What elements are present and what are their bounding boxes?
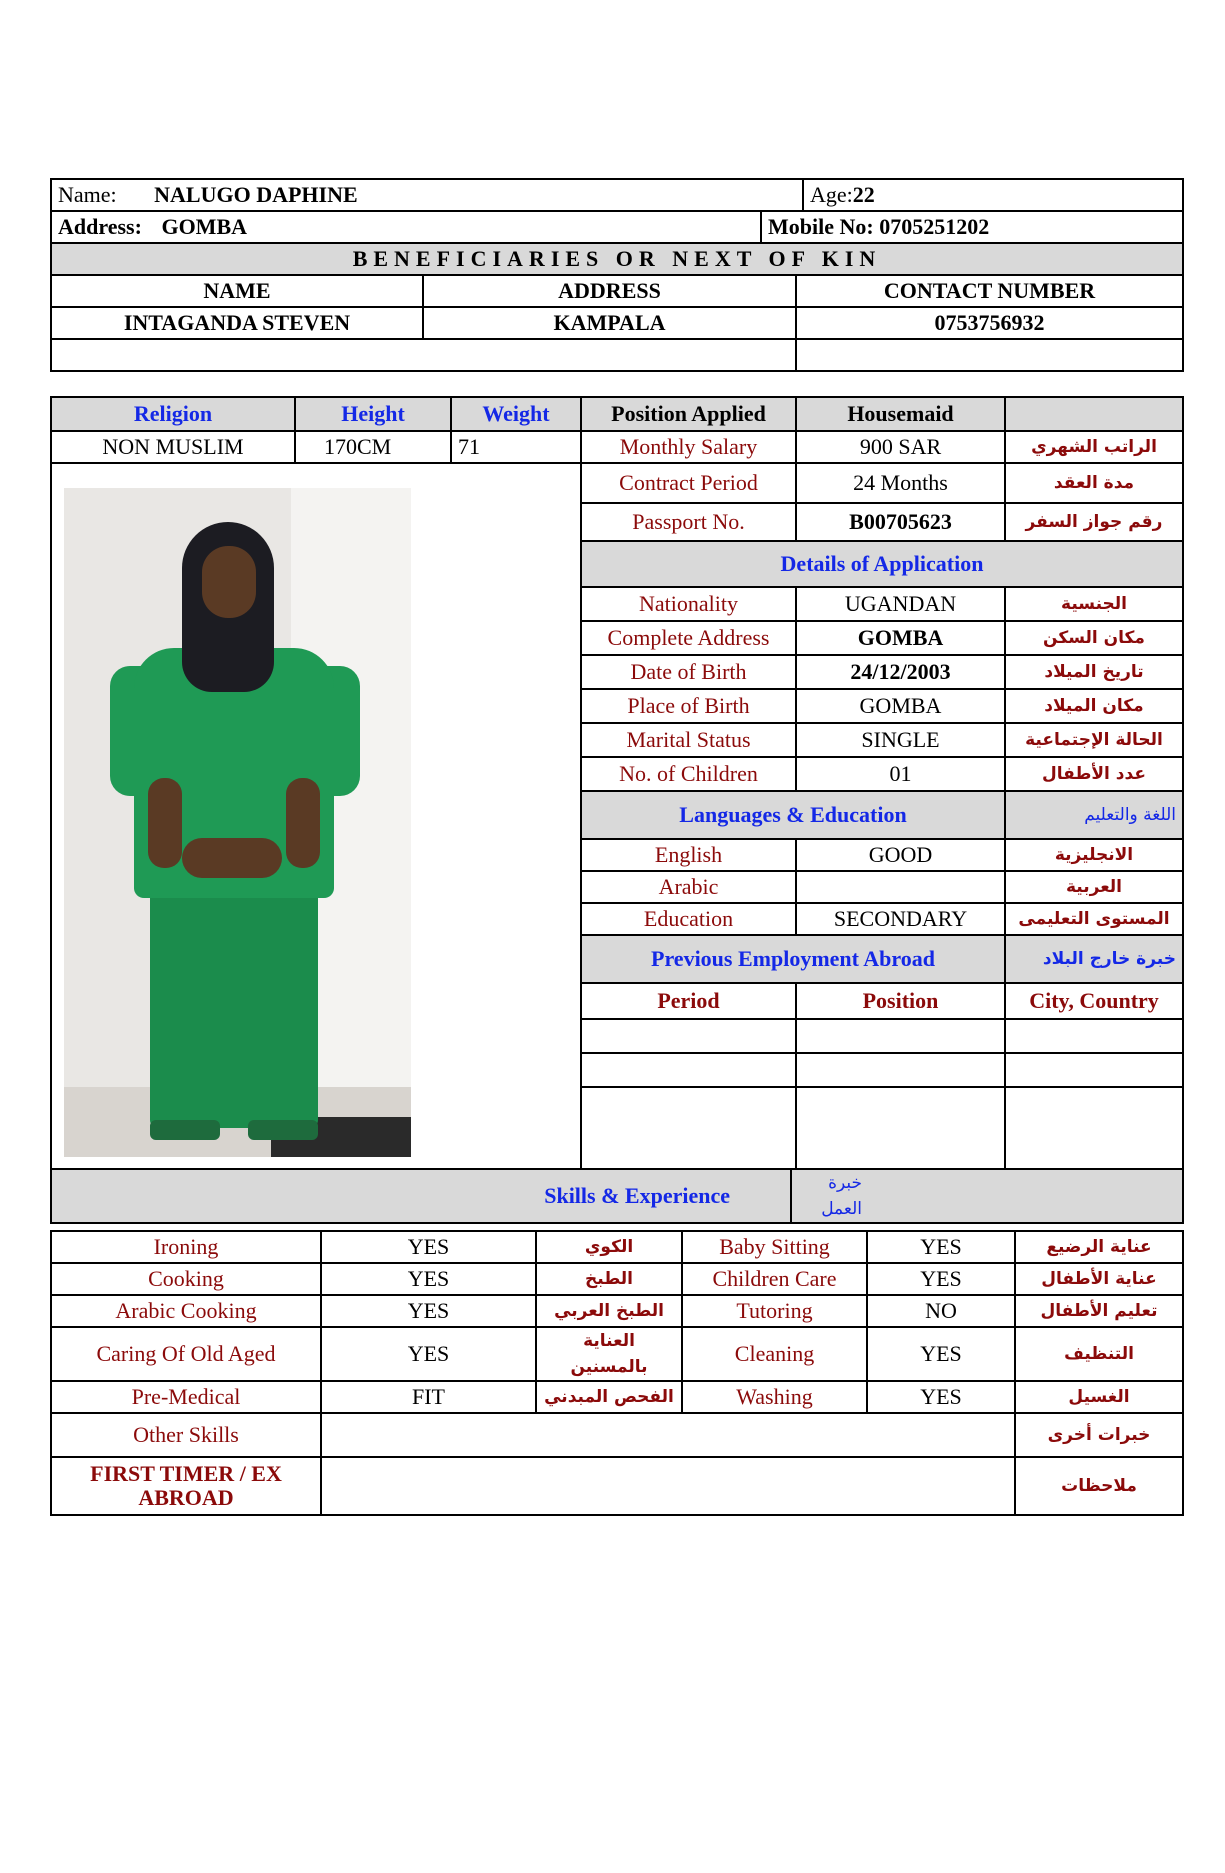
main-table bbox=[50, 396, 1184, 1170]
contract-ar: مدة العقد bbox=[1005, 463, 1183, 503]
complete-address-label: Complete Address bbox=[581, 621, 796, 655]
skill-premedical-ar: الفحص المبدني bbox=[536, 1381, 682, 1413]
nationality-value: UGANDAN bbox=[796, 587, 1005, 621]
kin-empty-left bbox=[51, 339, 796, 371]
applicant-photo bbox=[64, 488, 411, 1157]
skill-childcare-ar: عناية الأطفال bbox=[1015, 1263, 1183, 1295]
kin-contact: 0753756932 bbox=[796, 307, 1183, 339]
skill-old-aged-ar: العناية بالمسنين bbox=[536, 1327, 682, 1381]
address-table bbox=[50, 210, 1184, 244]
skill-ironing-value: YES bbox=[321, 1231, 536, 1263]
weight-label: Weight bbox=[451, 397, 581, 431]
applicant-age: 22 bbox=[852, 182, 875, 207]
skills-title: Skills & Experience bbox=[51, 1169, 791, 1223]
skill-babysitting-label: Baby Sitting bbox=[682, 1231, 867, 1263]
kin-title: BENEFICIARIES OR NEXT OF KIN bbox=[51, 243, 1183, 275]
skill-arabic-cooking-ar: الطبخ العربي bbox=[536, 1295, 682, 1327]
header-table bbox=[50, 178, 1184, 212]
kin-address: KAMPALA bbox=[423, 307, 796, 339]
applicant-address: GOMBA bbox=[161, 214, 248, 239]
education-value: SECONDARY bbox=[796, 903, 1005, 935]
other-skills-ar: خبرات أخرى bbox=[1015, 1413, 1183, 1457]
employment-row bbox=[581, 1087, 796, 1169]
english-value: GOOD bbox=[796, 839, 1005, 871]
position-value: Housemaid bbox=[796, 397, 1005, 431]
other-skills-label: Other Skills bbox=[51, 1413, 321, 1457]
skill-old-aged-value: YES bbox=[321, 1327, 536, 1381]
skill-tutoring-label: Tutoring bbox=[682, 1295, 867, 1327]
pob-label: Place of Birth bbox=[581, 689, 796, 723]
skill-cooking-label: Cooking bbox=[51, 1263, 321, 1295]
languages-title: Languages & Education bbox=[581, 791, 1005, 839]
kin-col-name: NAME bbox=[51, 275, 423, 307]
contract-label: Contract Period bbox=[581, 463, 796, 503]
mobile-cell: Mobile No: 0705251202 bbox=[761, 211, 1183, 243]
address-row: Address: GOMBA bbox=[51, 211, 761, 243]
marital-label: Marital Status bbox=[581, 723, 796, 757]
skill-arabic-cooking-label: Arabic Cooking bbox=[51, 1295, 321, 1327]
contract-value: 24 Months bbox=[796, 463, 1005, 503]
kin-table bbox=[50, 242, 1184, 372]
height-label: Height bbox=[295, 397, 451, 431]
dob-ar: تاريخ الميلاد bbox=[1005, 655, 1183, 689]
arabic-label: Arabic bbox=[581, 871, 796, 903]
complete-address-ar: مكان السكن bbox=[1005, 621, 1183, 655]
employment-col-period: Period bbox=[581, 983, 796, 1019]
skill-ironing-ar: الكوي bbox=[536, 1231, 682, 1263]
children-ar: عدد الأطفال bbox=[1005, 757, 1183, 791]
remark-ar: ملاحظات bbox=[1015, 1457, 1183, 1515]
children-label: No. of Children bbox=[581, 757, 796, 791]
salary-label: Monthly Salary bbox=[581, 431, 796, 463]
employment-col-position: Position bbox=[796, 983, 1005, 1019]
skill-tutoring-value: NO bbox=[867, 1295, 1015, 1327]
nationality-ar: الجنسية bbox=[1005, 587, 1183, 621]
kin-empty-right bbox=[796, 339, 1183, 371]
skill-arabic-cooking-value: YES bbox=[321, 1295, 536, 1327]
name-row: Name: NALUGO DAPHINE bbox=[51, 179, 803, 211]
skill-ironing-label: Ironing bbox=[51, 1231, 321, 1263]
position-empty bbox=[1005, 397, 1183, 431]
employment-col-city: City, Country bbox=[1005, 983, 1183, 1019]
pob-value: GOMBA bbox=[796, 689, 1005, 723]
employment-row bbox=[581, 1019, 796, 1053]
english-label: English bbox=[581, 839, 796, 871]
position-label: Position Applied bbox=[581, 397, 796, 431]
skills-title-table bbox=[50, 1168, 1184, 1224]
photo-cell bbox=[51, 463, 581, 1169]
skill-babysitting-ar: عناية الرضيع bbox=[1015, 1231, 1183, 1263]
employment-row bbox=[581, 1053, 796, 1087]
skill-premedical-label: Pre-Medical bbox=[51, 1381, 321, 1413]
skill-cooking-ar: الطبخ bbox=[536, 1263, 682, 1295]
education-label: Education bbox=[581, 903, 796, 935]
education-ar: المستوى التعليمى bbox=[1005, 903, 1183, 935]
skill-cleaning-ar: التنظيف bbox=[1015, 1327, 1183, 1381]
languages-title-ar: اللغة والتعليم bbox=[1005, 791, 1183, 839]
religion-value: NON MUSLIM bbox=[51, 431, 295, 463]
passport-label: Passport No. bbox=[581, 503, 796, 541]
skill-cleaning-value: YES bbox=[867, 1327, 1015, 1381]
skills-title-ar: خبرة العمل bbox=[791, 1169, 1183, 1223]
kin-name: INTAGANDA STEVEN bbox=[51, 307, 423, 339]
skill-washing-label: Washing bbox=[682, 1381, 867, 1413]
passport-ar: رقم جواز السفر bbox=[1005, 503, 1183, 541]
skill-cooking-value: YES bbox=[321, 1263, 536, 1295]
age-cell: Age:22 bbox=[803, 179, 1183, 211]
remark-label: FIRST TIMER / EX ABROAD bbox=[51, 1457, 321, 1515]
skills-table bbox=[50, 1230, 1184, 1516]
weight-value: 71 bbox=[451, 431, 581, 463]
skill-childcare-label: Children Care bbox=[682, 1263, 867, 1295]
skill-babysitting-value: YES bbox=[867, 1231, 1015, 1263]
height-value: 170CM bbox=[295, 431, 451, 463]
employment-title: Previous Employment Abroad bbox=[581, 935, 1005, 983]
skill-washing-ar: الغسيل bbox=[1015, 1381, 1183, 1413]
complete-address-value: GOMBA bbox=[796, 621, 1005, 655]
english-ar: الانجليزية bbox=[1005, 839, 1183, 871]
marital-ar: الحالة الإجتماعية bbox=[1005, 723, 1183, 757]
dob-label: Date of Birth bbox=[581, 655, 796, 689]
arabic-value bbox=[796, 871, 1005, 903]
passport-value: B00705623 bbox=[796, 503, 1005, 541]
remark-value bbox=[321, 1457, 1015, 1515]
other-skills-value bbox=[321, 1413, 1015, 1457]
pob-ar: مكان الميلاد bbox=[1005, 689, 1183, 723]
kin-col-contact: CONTACT NUMBER bbox=[796, 275, 1183, 307]
skill-cleaning-label: Cleaning bbox=[682, 1327, 867, 1381]
kin-col-address: ADDRESS bbox=[423, 275, 796, 307]
children-value: 01 bbox=[796, 757, 1005, 791]
skill-old-aged-label: Caring Of Old Aged bbox=[51, 1327, 321, 1381]
skill-tutoring-ar: تعليم الأطفال bbox=[1015, 1295, 1183, 1327]
nationality-label: Nationality bbox=[581, 587, 796, 621]
applicant-name: NALUGO DAPHINE bbox=[154, 182, 358, 207]
employment-title-ar: خبرة خارج البلاد bbox=[1005, 935, 1183, 983]
application-title: Details of Application bbox=[581, 541, 1183, 587]
arabic-ar: العربية bbox=[1005, 871, 1183, 903]
marital-value: SINGLE bbox=[796, 723, 1005, 757]
dob-value: 24/12/2003 bbox=[796, 655, 1005, 689]
salary-ar: الراتب الشهري bbox=[1005, 431, 1183, 463]
skill-premedical-value: FIT bbox=[321, 1381, 536, 1413]
salary-value: 900 SAR bbox=[796, 431, 1005, 463]
application-form bbox=[50, 178, 1182, 1516]
applicant-mobile: 0705251202 bbox=[879, 214, 990, 239]
skill-childcare-value: YES bbox=[867, 1263, 1015, 1295]
skill-washing-value: YES bbox=[867, 1381, 1015, 1413]
religion-label: Religion bbox=[51, 397, 295, 431]
